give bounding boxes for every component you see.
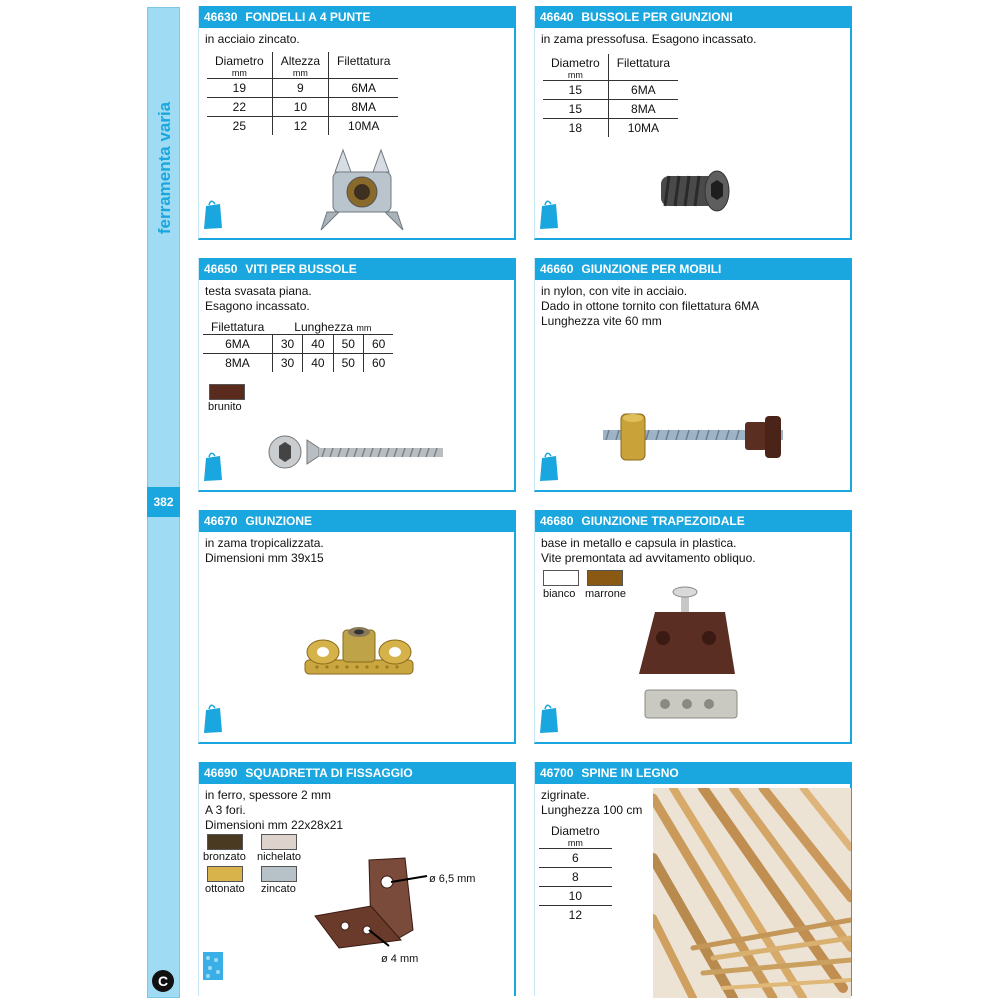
finish-swatch-brunito <box>209 384 245 400</box>
product-header: 46660 GIUNZIONE PER MOBILI <box>535 258 850 280</box>
catalog-c-logo: C <box>152 970 174 992</box>
product-description: in zama pressofusa. Esagono incassato. <box>541 32 757 46</box>
finish-swatch-nichelato <box>261 834 297 850</box>
finish-label: marrone <box>585 588 626 600</box>
product-description: zigrinate. Lunghezza 100 cm <box>541 788 643 817</box>
table-row: 10 <box>539 887 612 906</box>
tee-nut-image <box>317 148 407 233</box>
product-description: in zama tropicalizzata. Dimensioni mm 39x15 <box>205 536 324 565</box>
trapezoid-connector-image <box>635 582 745 732</box>
product-description: base in metallo e capsula in plastica. Vite premontata ad avvitamento obliquo. <box>541 536 756 565</box>
product-card-46640 <box>534 6 852 240</box>
table-row: 6 <box>539 849 612 868</box>
product-code: 46630 <box>204 10 238 24</box>
finish-label: nichelato <box>257 851 302 863</box>
table-row: 25 12 10MA <box>207 117 398 136</box>
product-card-46660 <box>534 258 852 492</box>
product-description: in ferro, spessore 2 mm A 3 fori. Dimensioni mm 22x28x21 <box>205 788 344 832</box>
bag-icon <box>202 450 224 482</box>
table-row: 19 9 6MA <box>207 79 398 98</box>
spec-table: Diametro mm 6 8 10 12 <box>539 822 612 924</box>
finish-swatch-zincato <box>261 866 297 882</box>
spec-table: Diametro mm Filettatura 15 6MA 15 8MA 18 10MA <box>543 54 678 137</box>
finish-label: bianco <box>543 588 576 600</box>
product-card-46650 <box>198 258 516 492</box>
product-description: in acciaio zincato. <box>205 32 300 46</box>
product-header: 46670 GIUNZIONE <box>199 510 514 532</box>
product-header: 46650 VITI PER BUSSOLE <box>199 258 514 280</box>
bag-icon <box>202 950 224 982</box>
table-row: 18 10MA <box>543 119 678 138</box>
product-card-46680 <box>534 510 852 744</box>
countersunk-screw-image <box>267 432 447 472</box>
finish-label: ottonato <box>205 883 245 895</box>
finish-label: bronzato <box>203 851 246 863</box>
page-number: 382 <box>147 487 180 517</box>
bag-icon <box>202 198 224 230</box>
table-row: 6MA 30 40 50 60 <box>203 335 393 354</box>
table-row: 22 10 8MA <box>207 98 398 117</box>
zama-connector-image <box>303 620 415 690</box>
section-title: ferramenta varia <box>154 101 174 235</box>
finish-swatch-marrone <box>587 570 623 586</box>
finish-swatch-bianco <box>543 570 579 586</box>
product-card-46690 <box>198 762 516 996</box>
furniture-connector-image <box>595 408 795 468</box>
wooden-dowels-image <box>653 788 851 998</box>
spec-table: Filettatura Lunghezza mm 6MA 30 40 50 60 8MA 30 40 50 60 <box>203 318 393 372</box>
threaded-insert-image <box>655 166 735 216</box>
product-header: 46640 BUSSOLE PER GIUNZIONI <box>535 6 850 28</box>
bag-icon <box>202 702 224 734</box>
table-row: 15 8MA <box>543 100 678 119</box>
bag-icon <box>538 450 560 482</box>
product-header: 46690 SQUADRETTA DI FISSAGGIO <box>199 762 514 784</box>
spec-table: Diametro mm Altezza mm Filettatura 19 9 6MA 22 10 8MA 25 12 10MA <box>207 52 398 135</box>
product-description: in nylon, con vite in acciaio. Dado in ottone tornito con filettatura 6MA Lunghezza vite 60 mm <box>541 284 760 328</box>
product-header <box>199 6 514 28</box>
bag-icon <box>538 198 560 230</box>
product-header: 46700 SPINE IN LEGNO <box>535 762 850 784</box>
finish-label: zincato <box>261 883 296 895</box>
product-card-46630 <box>198 6 516 240</box>
table-row: 8MA 30 40 50 60 <box>203 354 393 373</box>
bag-icon <box>538 702 560 734</box>
product-description: testa svasata piana. Esagono incassato. <box>205 284 312 313</box>
hole-diameter-label: ø 6,5 mm <box>429 873 476 885</box>
product-card-46700 <box>534 762 852 996</box>
finish-label: brunito <box>208 401 242 413</box>
table-row: 15 6MA <box>543 81 678 100</box>
finish-swatch-ottonato <box>207 866 243 882</box>
product-header: 46680 GIUNZIONE TRAPEZOIDALE <box>535 510 850 532</box>
finish-swatch-bronzato <box>207 834 243 850</box>
product-card-46670 <box>198 510 516 744</box>
hole-diameter-label: ø 4 mm <box>381 953 419 965</box>
table-row: 12 <box>539 906 612 925</box>
table-row: 8 <box>539 868 612 887</box>
product-title: FONDELLI A 4 PUNTE <box>245 10 371 24</box>
